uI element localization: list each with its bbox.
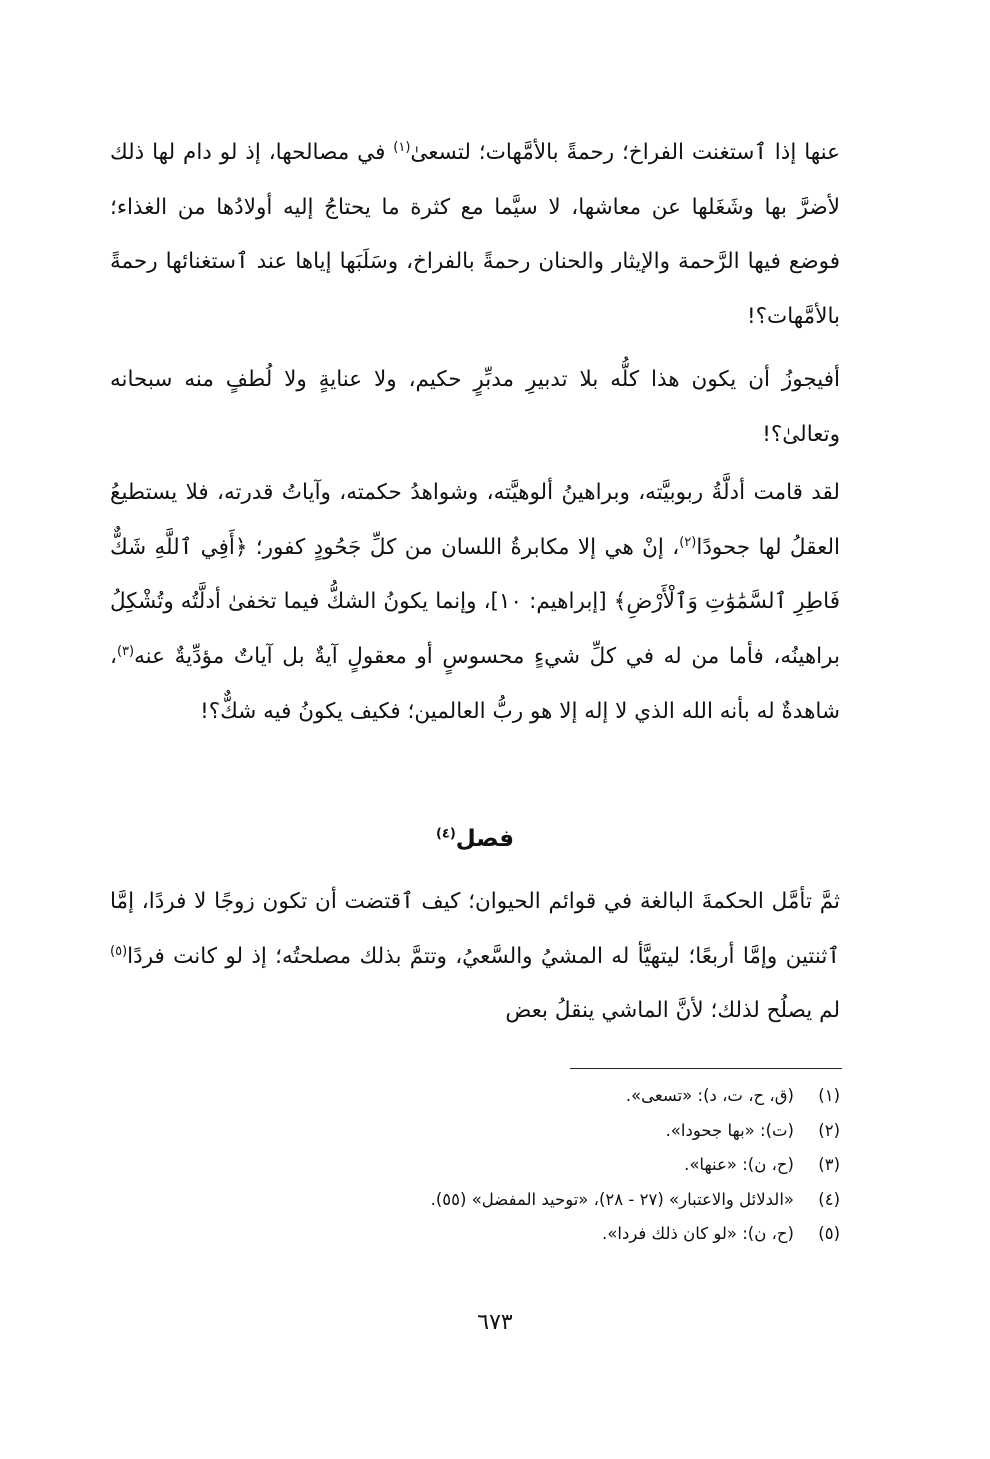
- paragraph-2-text: أفيجوزُ أن يكون هذا كلُّه بلا تدبيرِ مدبِّرٍ حكيم، ولا عنايةٍ ولا لُطفٍ منه سبحانه وتعالىٰ؟!: [110, 367, 840, 447]
- footnote-ref-4: (٤): [435, 826, 456, 842]
- paragraph-3: [110, 466, 840, 740]
- paragraph-2: [110, 353, 840, 462]
- footnote-number: (١): [818, 1086, 840, 1105]
- footnote-text: «الدلائل والاعتبار» (٢٧ - ٢٨)، «توحيد المفضل» (٥٥).: [430, 1189, 794, 1209]
- footnote-ref-3: (٣): [116, 643, 135, 659]
- footnote-ref-1: (١): [393, 139, 411, 155]
- footnote-number: (٣): [818, 1155, 840, 1175]
- footnotes-list: [110, 1079, 840, 1252]
- paragraph-1-text: عنها إذا ٱستغنت الفراخ؛ رحمةً بالأمَّهات؛ لتسعىٰ: [410, 140, 840, 165]
- footnote-ref-5: (٥): [110, 943, 128, 959]
- paragraph-4: [110, 875, 840, 1039]
- paragraph-1-rest: في مصالحها، إذ لو دام لها ذلك لأضرَّ بها وشَغَلها عن معاشها، لا سيَّما مع كثرة ما يحتاجُ إليه أولادُها من الغذاء؛ فوضع فيها الرَّحمة والإيثار والحنان رحمةً بالفراخ، وسَلَبَها إياها عند ٱستغنائها رحمةً بالأمَّهات؟!: [110, 140, 840, 330]
- footnote-text: (ت): «بها جحودا».: [665, 1120, 794, 1140]
- paragraph-3-part-a: لقد قامت أدلَّةُ ربوبيَّته، وبراهينُ ألوهيَّته، وشواهدُ حكمته، وآياتُ قدرته، فلا يستطيعُ العقلُ لها جحودًا: [110, 480, 840, 560]
- footnote-number: (٢): [818, 1120, 840, 1140]
- footnote-item: [110, 1183, 840, 1218]
- footnote-text: (ح، ن): «عنها».: [684, 1155, 794, 1175]
- footnote-number: (٤): [818, 1189, 840, 1209]
- paragraph-1: [110, 126, 840, 345]
- footnote-ref-2: (٢): [679, 534, 697, 550]
- paragraph-4-part-a: ثمَّ تأمَّل الحكمةَ البالغة في قوائم الحيوان؛ كيف ٱقتضت أن تكون زوجًا لا فردًا، إمَّا ٱثنتين وإمَّا أربعًا؛ ليتهيَّأ له المشيُ والسَّعيُ، وتتمَّ بذلك مصلحتُه؛ إذ لو كانت فردًا: [110, 889, 840, 969]
- footnote-item: [110, 1217, 840, 1252]
- footnote-item: [110, 1079, 840, 1114]
- footnote-text: (ق، ح، ت، د): «تسعى».: [625, 1086, 794, 1105]
- paragraph-3-part-c: ، شاهدةٌ له بأنه الله الذي لا إله إلا هو ربُّ العالمين؛ فكيف يكونُ فيه شكٌّ؟!: [110, 644, 840, 724]
- section-heading: [110, 812, 840, 866]
- paragraph-3-part-b: ، إنْ هي إلا مكابرةُ اللسان من كلِّ جَحُودٍ كفور؛ ﴿أَفِي ٱللَّهِ شَكٌّ فَاطِرِ ٱلسَّمَٰوَٰتِ وَٱلْأَرْضِ﴾ [إبراهيم: ١٠]، وإنما يكونُ الشكُّ فيما تخفىٰ أدلَّتُه وتُشْكِلُ براهينُه، فأما من له في كلِّ شيءٍ محسوسٍ أو معقولٍ آيةٌ بل آياتٌ مؤدِّيةٌ عنه: [110, 534, 840, 670]
- footnote-divider: [570, 1068, 842, 1069]
- section-heading-text: فصل: [455, 826, 515, 852]
- footnote-item: [110, 1148, 840, 1183]
- footnote-number: (٥): [818, 1224, 840, 1244]
- page-number: ٦٧٣: [477, 1310, 513, 1335]
- paragraph-4-part-b: لم يصلُح لذلك؛ لأنَّ الماشي ينقلُ بعض: [505, 998, 840, 1024]
- footnote-text: (ح، ن): «لو كان ذلك فردا».: [602, 1224, 794, 1244]
- footnote-item: [110, 1114, 840, 1149]
